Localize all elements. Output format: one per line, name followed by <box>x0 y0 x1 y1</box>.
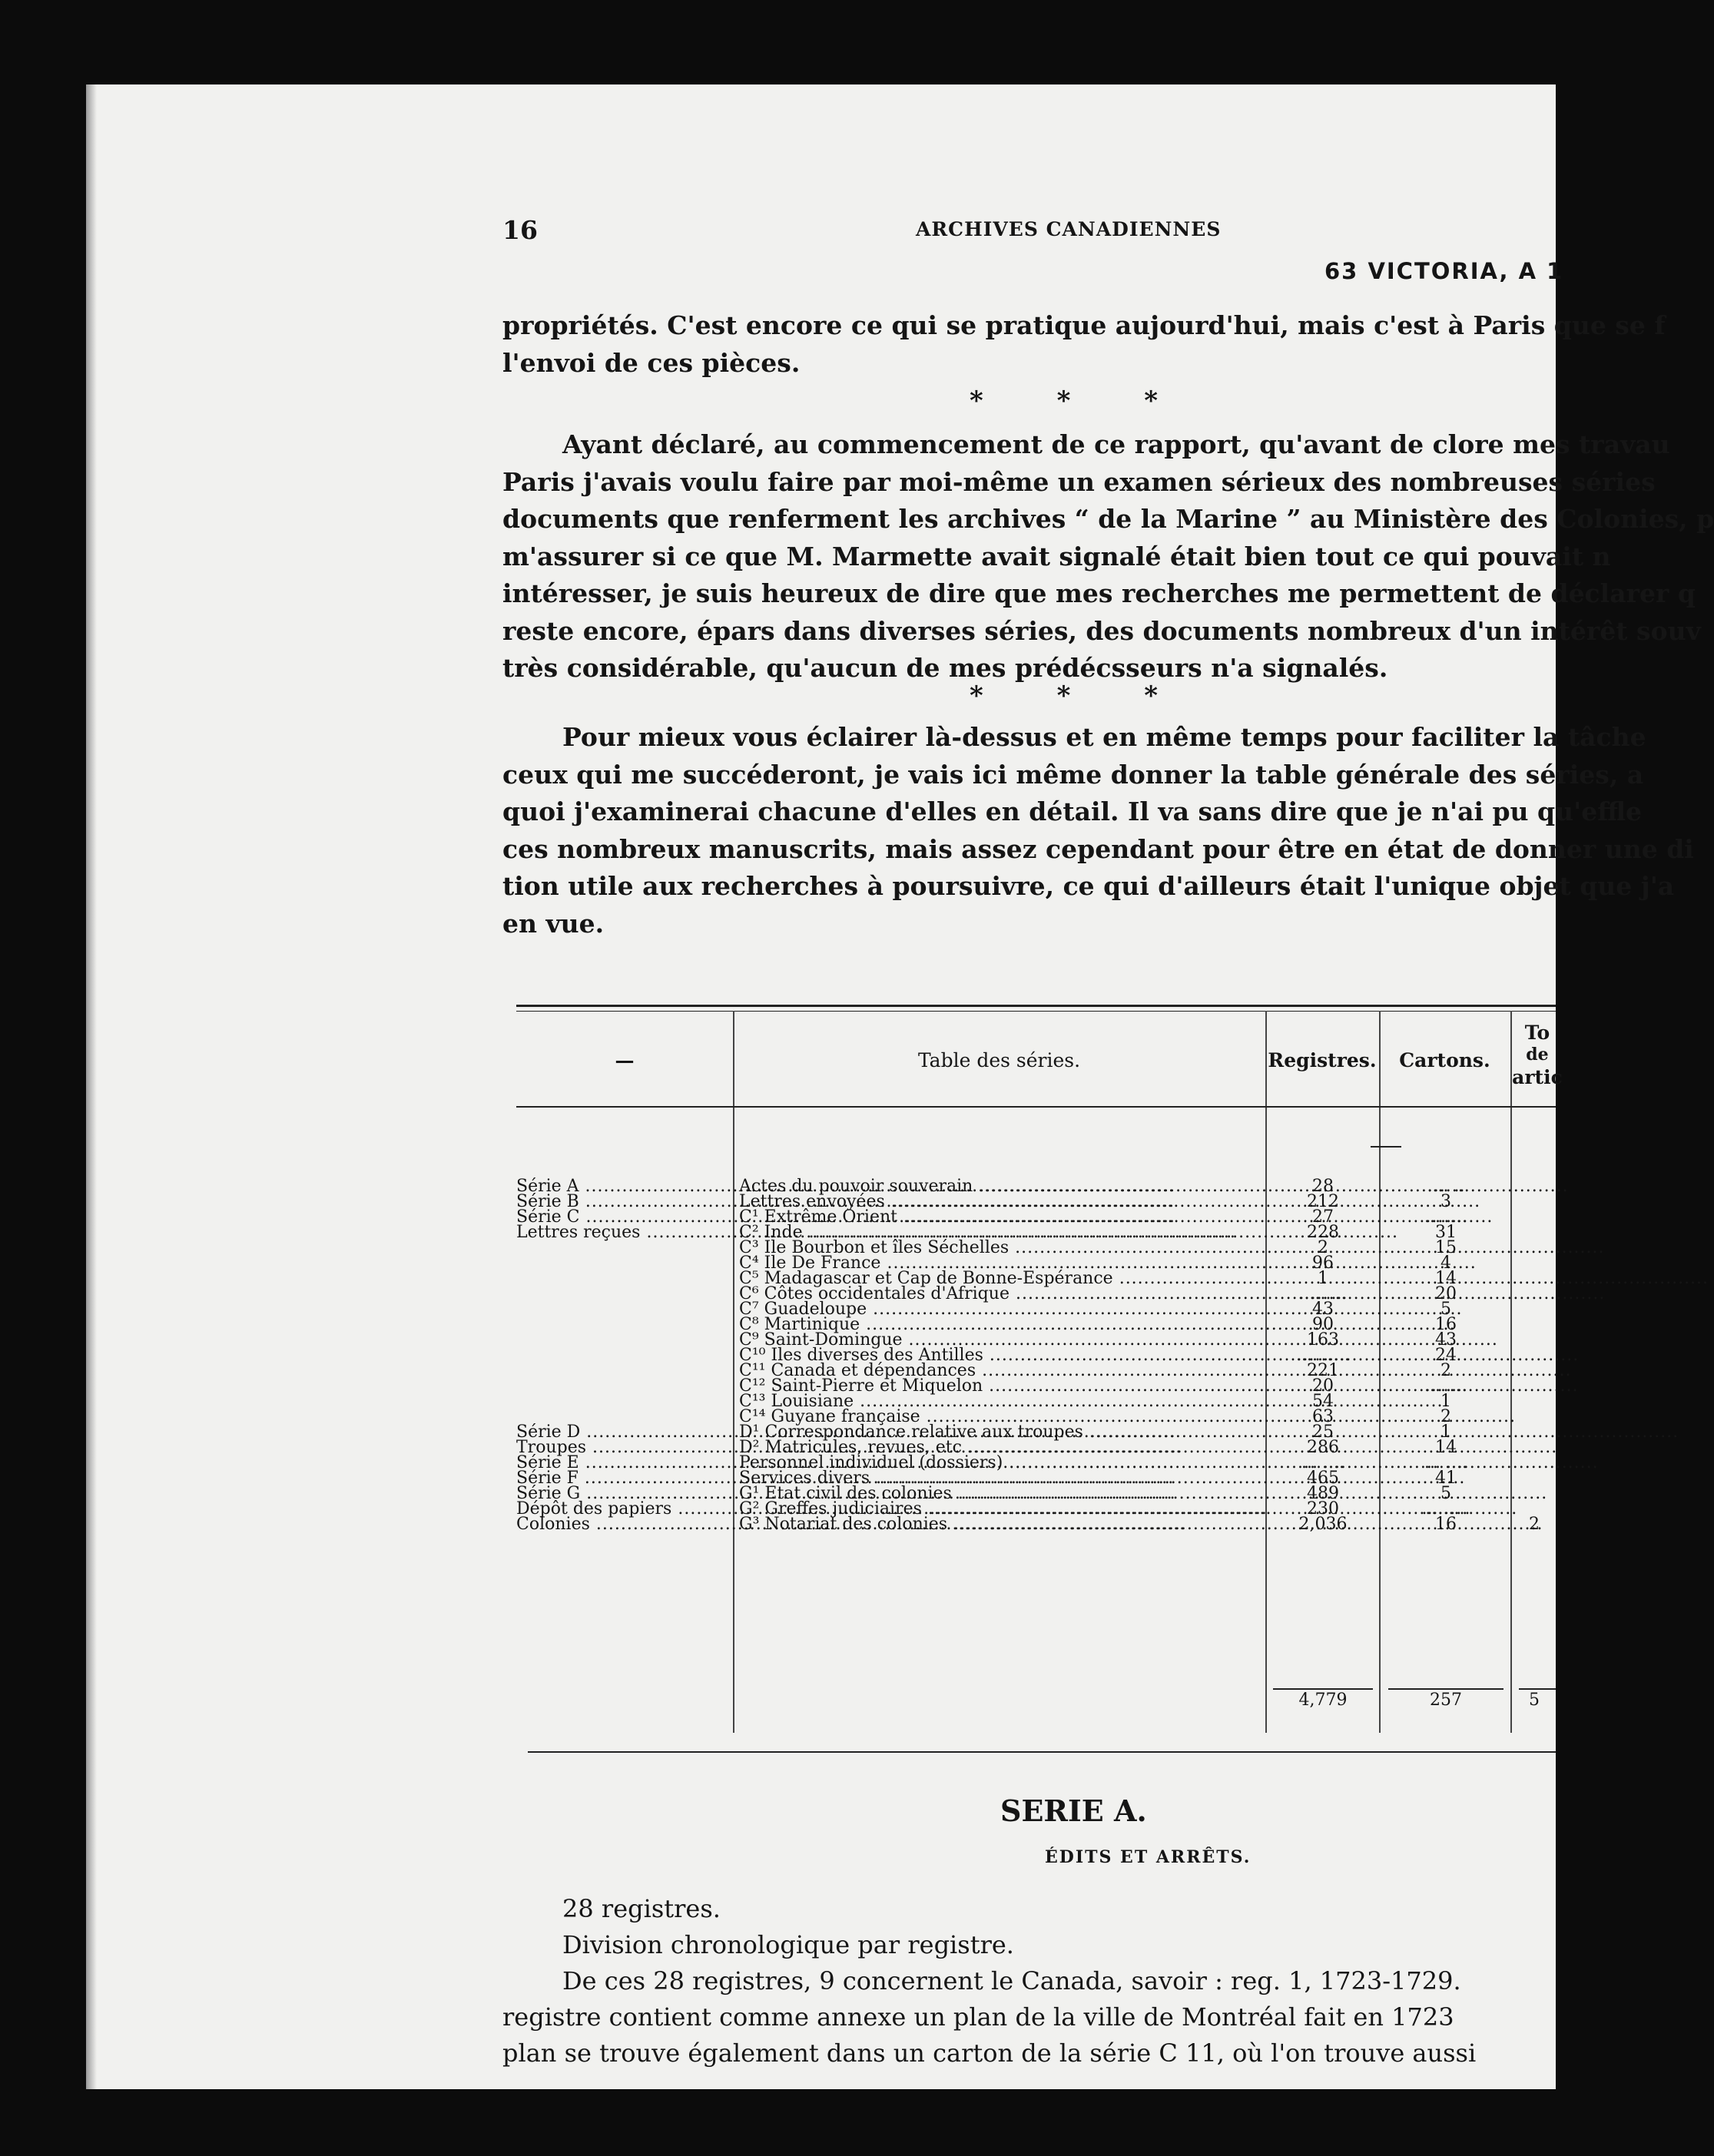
table-bottom-rule <box>528 1751 1556 1753</box>
section-body <box>502 1891 1476 2072</box>
text-line: m'assurer si ce que M. Marmette avait signalé était bien tout ce qui pouvait n <box>502 541 1611 571</box>
text-line: ces nombreux manuscrits, mais assez cependant pour être en état de donner une di <box>502 833 1694 864</box>
text-line: Paris j'avais voulu faire par moi-même un examen sérieux des nombreuses séries <box>502 466 1656 497</box>
table-cell-desc: C⁷ Guadeloupe ..... <box>739 1302 1261 1317</box>
table-cell-serie: Série B ..... <box>516 1194 730 1210</box>
table-cell-desc: G² Greffes judiciaires ..... <box>739 1502 1261 1517</box>
table-cell-cartons: .... .. <box>1427 1177 1465 1196</box>
table-cell-cartons: 5 <box>1440 1300 1451 1319</box>
table-cell-desc: C¹¹ Canada et dépendances ..... <box>739 1363 1261 1379</box>
total-sum-rule <box>1519 1688 1556 1690</box>
table-cell-cartons: 31 <box>1435 1223 1457 1242</box>
header-table-des-series: Table des séries. <box>917 1049 1081 1071</box>
table-top-rule-thin <box>516 1011 1556 1012</box>
text-line: registre contient comme annexe un plan de la ville de Montréal fait en 1723 <box>502 2002 1454 2032</box>
table-cell-serie: Série D ..... <box>516 1425 730 1440</box>
text-line: Ayant déclaré, au commencement de ce rapport, qu'avant de clore mes travau <box>562 429 1670 459</box>
table-cell-desc: C⁹ Saint-Domingue ..... <box>739 1333 1261 1348</box>
table-cell-desc: C⁴ Ile De France ..... <box>739 1256 1261 1271</box>
cartons-column <box>1384 1179 1507 1532</box>
table-cell-registres: 286 <box>1307 1438 1339 1457</box>
table-cell-cartons: 4 <box>1440 1254 1451 1273</box>
paragraph-1 <box>502 307 1666 382</box>
table-cell-registres: 25 <box>1312 1422 1334 1442</box>
text-line: reste encore, épars dans diverses séries, des documents nombreux d'un intérêt souv <box>502 615 1701 646</box>
table-cell-desc: C⁶ Côtes occidentales d'Afrique ..... <box>739 1287 1261 1302</box>
table-cell-cartons: 2 <box>1440 1407 1451 1426</box>
table-cell-registres: 90 <box>1312 1315 1334 1334</box>
page-number: 16 <box>502 215 538 245</box>
table-cell-registres: 28 <box>1312 1177 1334 1196</box>
table-cell-desc: G³ Notariat des colonies ..... <box>739 1517 1261 1532</box>
text-line: très considérable, qu'aucun de mes prédécsseurs n'a signalés. <box>502 653 1388 683</box>
table-cell-registres: 96 <box>1312 1254 1334 1273</box>
table-total-articles: 5 <box>1529 1691 1540 1710</box>
table-cell-cartons: 41 <box>1435 1469 1457 1488</box>
table-cell-serie <box>516 1317 730 1333</box>
header-total-l3: artic <box>1512 1066 1563 1088</box>
table-cell-registres: 163 <box>1307 1330 1339 1350</box>
table-cell-serie <box>516 1256 730 1271</box>
text-line: Division chronologique par registre. <box>562 1930 1014 1959</box>
table-cell-registres: 465 <box>1307 1469 1339 1488</box>
table-cell-registres: 27 <box>1312 1207 1334 1227</box>
table-cell-cartons: 2 <box>1440 1361 1451 1380</box>
registres-total <box>1269 1693 1377 1708</box>
table-cell-desc: Personnel individuel (dossiers) ..... <box>739 1456 1261 1471</box>
table-cell-serie: Lettres reçues ..... <box>516 1225 730 1240</box>
table-cell-cartons: 24 <box>1435 1346 1457 1365</box>
text-line: intéresser, je suis heureux de dire que mes recherches me permettent de déclarer q <box>502 578 1696 608</box>
table-cell-serie: Dépôt des papiers ..... <box>516 1502 730 1517</box>
table-cell-cartons: 1 <box>1440 1422 1451 1442</box>
header-total-l1: To <box>1524 1022 1550 1044</box>
table-cell-desc: D¹ Correspondance relative aux troupes ..... <box>739 1425 1261 1440</box>
table-cell-desc: Services divers ..... <box>739 1471 1261 1486</box>
text-line: en vue. <box>502 908 605 939</box>
table-cell-desc: C⁵ Madagascar et Cap de Bonne-Espérance ..... <box>739 1271 1261 1287</box>
text-line: Pour mieux vous éclairer là-dessus et en même temps pour faciliter la tâche <box>562 722 1646 752</box>
table-cell-registres: ......... <box>1298 1284 1348 1303</box>
section-stars: * * * <box>970 386 1191 416</box>
table-cell-desc: C¹² Saint-Pierre et Miquelon ..... <box>739 1379 1261 1394</box>
text-line: ceux qui me succéderont, je vais ici même donner la table générale des séries, a <box>502 759 1644 790</box>
table-cell-cartons: 16 <box>1435 1315 1457 1334</box>
table-cell-total: 2 <box>1529 1515 1540 1534</box>
table-cell-cartons: 43 <box>1435 1330 1457 1350</box>
cartons-sum-rule <box>1388 1688 1503 1690</box>
table-cell-cartons: 1 <box>1440 1392 1451 1411</box>
registres-sum-rule <box>1273 1688 1373 1690</box>
articles-total <box>1515 1693 1553 1708</box>
text-line: l'envoi de ces pièces. <box>502 347 801 378</box>
table-cell-desc: G¹ Etat civil des colonies ..... <box>739 1486 1261 1502</box>
table-cell-serie: Série A ..... <box>516 1179 730 1194</box>
table-cell-desc: C³ Ile Bourbon et îles Séchelles ..... <box>739 1240 1261 1256</box>
paragraph-2 <box>502 426 1714 687</box>
table-cell-desc: D² Matricules, revues, etc ..... <box>739 1440 1261 1456</box>
serie-column <box>516 1179 730 1532</box>
table-cell-desc: C¹³ Louisiane ..... <box>739 1394 1261 1409</box>
table-cell-cartons: 14 <box>1435 1269 1457 1288</box>
header-dash: — <box>615 1049 635 1071</box>
section-subtitle: ÉDITS ET ARRÊTS. <box>1045 1847 1252 1867</box>
table-cell-registres: .......... <box>1296 1346 1350 1365</box>
table-cell-desc: C¹ Extrême Orient ..... <box>739 1210 1261 1225</box>
text-line: De ces 28 registres, 9 concernent le Canada, savoir : reg. 1, 1723-1729. <box>562 1966 1461 1995</box>
table-cell-registres: 221 <box>1307 1361 1339 1380</box>
table-cell-serie <box>516 1287 730 1302</box>
table-cell-registres: 230 <box>1307 1499 1339 1518</box>
paragraph-3 <box>502 719 1694 942</box>
table-cell-desc: C¹⁴ Guyane française ..... <box>739 1409 1261 1425</box>
table-cell-registres: 43 <box>1312 1300 1334 1319</box>
table-cell-registres: 212 <box>1307 1192 1339 1211</box>
table-cell-serie <box>516 1379 730 1394</box>
registres-column <box>1269 1179 1377 1532</box>
table-cell-registres: 228 <box>1307 1223 1339 1242</box>
table-total-registres: 4,779 <box>1298 1691 1348 1710</box>
scanned-page <box>86 84 1714 2089</box>
table-cell-registres: ... .... <box>1301 1453 1344 1472</box>
table-total-cartons: 257 <box>1430 1691 1462 1710</box>
table-cell-serie: Série G ..... <box>516 1486 730 1502</box>
header-cartons: Cartons. <box>1399 1049 1490 1071</box>
text-line: tion utile aux recherches à poursuivre, ce qui d'ailleurs était l'unique objet que j'a <box>502 871 1675 901</box>
header-total-l2: de <box>1526 1045 1549 1065</box>
table-cell-registres: 2 <box>1318 1238 1328 1257</box>
table-cell-cartons: 15 <box>1435 1238 1457 1257</box>
table-cell-cartons: 14 <box>1435 1438 1457 1457</box>
table-cell-cartons: 16 <box>1435 1515 1457 1534</box>
table-cell-cartons: ......... <box>1421 1499 1470 1518</box>
column-separator <box>733 1011 734 1733</box>
header-registres: Registres. <box>1268 1049 1377 1071</box>
table-cell-serie: Colonies ..... <box>516 1517 730 1532</box>
table-cell-cartons: 20 <box>1435 1284 1457 1303</box>
table-cell-desc: Lettres envoyées ..... <box>739 1194 1261 1210</box>
table-cell-desc: C⁸ Martinique ..... <box>739 1317 1261 1333</box>
table-cell-serie <box>516 1271 730 1287</box>
session-label: 63 VICTORIA, A 1 <box>1324 258 1564 284</box>
cartons-total <box>1384 1693 1507 1708</box>
table-cell-serie <box>516 1348 730 1363</box>
table-cell-cartons: ... .... <box>1424 1453 1467 1472</box>
table-cell-registres: 1 <box>1318 1269 1328 1288</box>
table-cell-registres: 54 <box>1312 1392 1334 1411</box>
text-line: propriétés. C'est encore ce qui se pratique aujourd'hui, mais c'est à Paris que se f <box>502 310 1666 340</box>
table-top-rule <box>516 1005 1556 1007</box>
total-column <box>1515 1179 1553 1532</box>
section-title: SERIE A. <box>1000 1793 1147 1828</box>
table-cell-cartons: ........ <box>1424 1376 1467 1396</box>
table-cell-serie <box>516 1302 730 1317</box>
table-cell-registres: 20 <box>1312 1376 1334 1396</box>
running-title: ARCHIVES CANADIENNES <box>916 218 1222 240</box>
section-stars: * * * <box>970 681 1191 711</box>
text-line: quoi j'examinerai chacune d'elles en détail. Il va sans dire que je n'ai pu qu'effle <box>502 796 1643 826</box>
description-column <box>739 1179 1261 1532</box>
cartons-top-dash <box>1371 1146 1401 1148</box>
header-rule <box>516 1106 1556 1108</box>
table-cell-cartons: 5 <box>1440 1484 1451 1503</box>
table-cell-cartons: ........ <box>1424 1207 1467 1227</box>
table-cell-registres: 2,036 <box>1298 1515 1348 1534</box>
text-line: documents que renferment les archives “ de la Marine ” au Ministère des Colonies, p <box>502 504 1714 534</box>
table-cell-serie: Troupes ..... <box>516 1440 730 1456</box>
table-cell-serie: Série F ..... <box>516 1471 730 1486</box>
text-line: plan se trouve également dans un carton de la série C 11, où l'on trouve aussi <box>502 2038 1477 2068</box>
text-line: 28 registres. <box>562 1894 721 1923</box>
table-cell-registres: 63 <box>1312 1407 1334 1426</box>
table-cell-serie <box>516 1333 730 1348</box>
table-cell-serie: Série E ..... <box>516 1456 730 1471</box>
table-cell-desc: C¹⁰ Iles diverses des Antilles ..... <box>739 1348 1261 1363</box>
table-cell-cartons: 3 <box>1440 1192 1451 1211</box>
table-cell-desc: C² Inde ..... <box>739 1225 1261 1240</box>
table-cell-serie <box>516 1394 730 1409</box>
table-cell-serie: Série C ..... <box>516 1210 730 1225</box>
table-cell-serie <box>516 1363 730 1379</box>
table-cell-desc: Actes du pouvoir souverain ..... <box>739 1179 1261 1194</box>
table-cell-registres: 489 <box>1307 1484 1339 1503</box>
table-cell-serie <box>516 1240 730 1256</box>
